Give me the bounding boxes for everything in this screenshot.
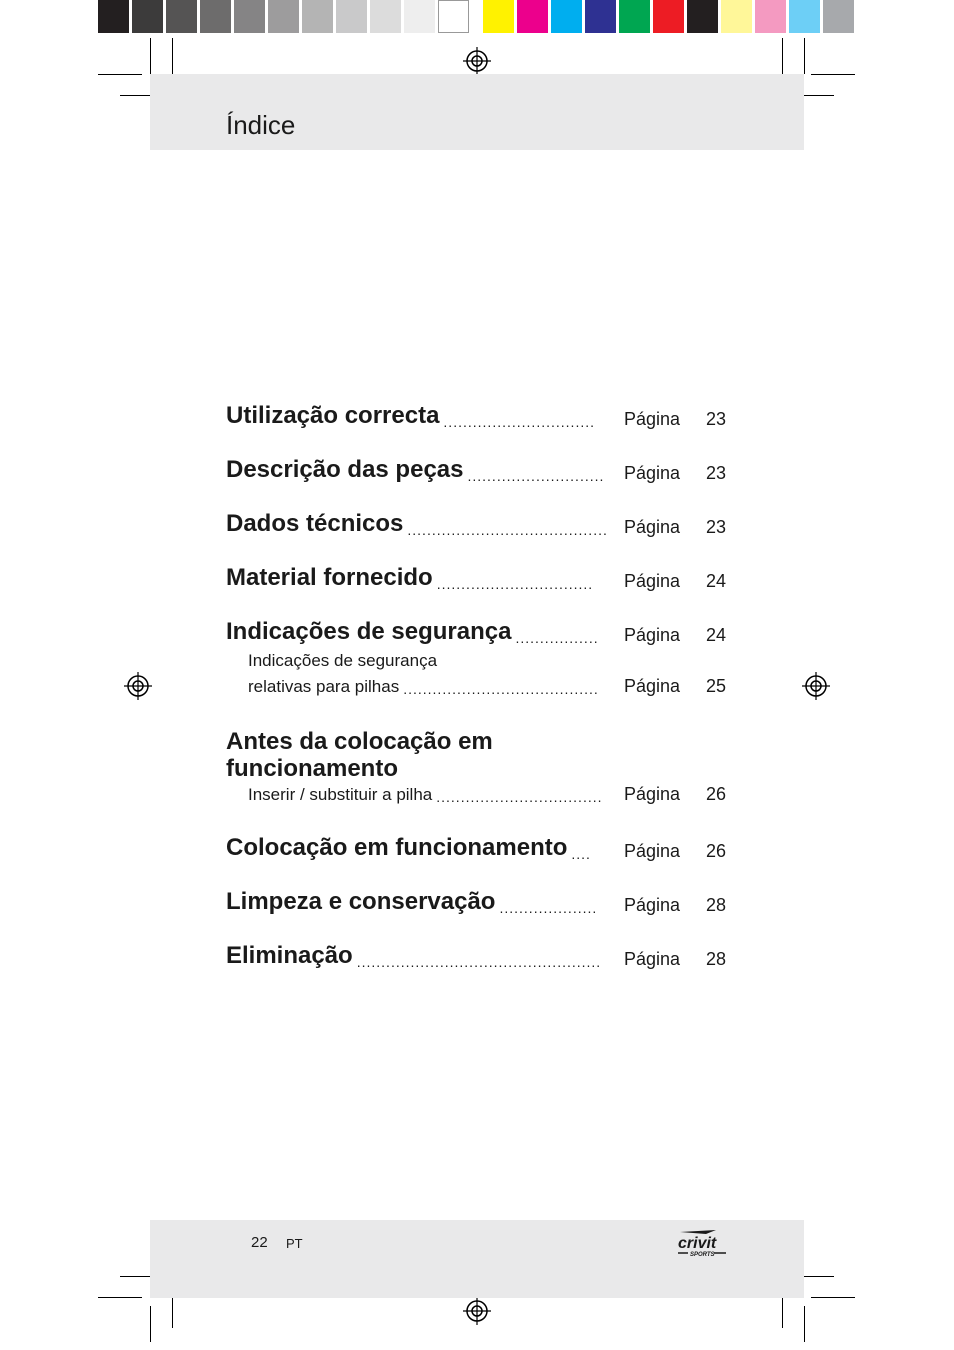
toc-dot-leader: ......................................... xyxy=(407,522,608,538)
color-swatch xyxy=(302,0,333,33)
toc-entry-title-line: Antes da colocação em xyxy=(226,728,493,755)
footer-language: PT xyxy=(286,1236,303,1251)
color-swatch xyxy=(268,0,299,33)
toc-subentry-title: relativas para pilhas xyxy=(248,677,400,696)
color-swatch xyxy=(687,0,718,33)
process-color-bar xyxy=(483,0,857,36)
color-swatch xyxy=(653,0,684,33)
toc-entry[interactable] xyxy=(226,402,726,430)
color-swatch xyxy=(483,0,514,33)
toc-dot-leader: .... xyxy=(571,846,591,862)
toc-page-number: 28 xyxy=(705,949,726,969)
registration-mark-icon xyxy=(124,672,152,700)
color-swatch xyxy=(370,0,401,33)
toc-entry[interactable] xyxy=(226,618,726,646)
toc-entry-title: Limpeza e conservação xyxy=(226,888,496,915)
color-swatch xyxy=(517,0,548,33)
crop-mark xyxy=(150,38,151,74)
toc-entry-title: Indicações de segurança xyxy=(226,618,512,645)
color-swatch xyxy=(166,0,197,33)
toc-page-number: 24 xyxy=(705,571,726,591)
toc-page-number: 26 xyxy=(705,841,726,861)
page-title: Índice xyxy=(226,110,296,140)
toc-entry[interactable] xyxy=(226,834,726,862)
crop-mark xyxy=(811,1297,855,1298)
color-swatch xyxy=(823,0,854,33)
toc-page-label: Página xyxy=(624,463,681,483)
toc-page-label: Página xyxy=(624,409,681,429)
toc-page-number: 23 xyxy=(705,409,726,429)
toc-subentry[interactable] xyxy=(226,676,726,697)
crop-mark xyxy=(804,1306,805,1342)
toc-page-number: 25 xyxy=(705,676,726,696)
toc-entry[interactable] xyxy=(226,888,726,916)
toc-entry-title: Dados técnicos xyxy=(226,510,404,537)
toc-page-label: Página xyxy=(624,676,681,696)
toc-page-label: Página xyxy=(624,895,681,915)
toc-entry-title: Descrição das peças xyxy=(226,456,464,483)
color-swatch xyxy=(132,0,163,33)
crop-mark xyxy=(804,38,805,74)
crop-mark xyxy=(98,74,142,75)
toc-subentry[interactable] xyxy=(226,784,726,805)
toc-subentry-line: Indicações de segurança xyxy=(248,651,438,670)
color-swatch xyxy=(619,0,650,33)
logo-text: crivit xyxy=(678,1235,717,1252)
toc-page-label: Página xyxy=(624,784,681,804)
toc-page-label: Página xyxy=(624,949,681,969)
color-swatch xyxy=(551,0,582,33)
toc-entry[interactable] xyxy=(226,510,726,538)
toc-entry[interactable] xyxy=(226,456,726,484)
color-swatch xyxy=(234,0,265,33)
color-swatch xyxy=(585,0,616,33)
toc-entry-title: Material fornecido xyxy=(226,564,433,591)
toc-dot-leader: .................................................. xyxy=(356,954,602,970)
toc-entry[interactable] xyxy=(226,564,726,592)
toc-page-number: 26 xyxy=(705,784,726,804)
toc-page-number: 24 xyxy=(705,625,726,645)
toc-subentry-title: Inserir / substituir a pilha xyxy=(248,785,433,804)
color-swatch xyxy=(98,0,129,33)
toc-entry-title-line: funcionamento xyxy=(226,755,398,782)
crop-mark xyxy=(98,1297,142,1298)
crivit-sports-logo xyxy=(676,1228,730,1260)
toc-dot-leader: ................................ xyxy=(436,576,594,592)
toc-entry-title: Colocação em funcionamento xyxy=(226,834,568,861)
toc-entry-title: Eliminação xyxy=(226,942,353,969)
toc-page-number: 23 xyxy=(705,463,726,483)
crop-mark xyxy=(782,38,783,74)
crop-mark xyxy=(150,1306,151,1342)
toc-page-label: Página xyxy=(624,841,681,861)
toc-page-label: Página xyxy=(624,517,681,537)
toc-entry-title: Utilização correcta xyxy=(226,402,440,429)
color-swatch xyxy=(200,0,231,33)
color-swatch xyxy=(789,0,820,33)
toc-page-label: Página xyxy=(624,625,681,645)
toc-page-number: 28 xyxy=(705,895,726,915)
toc-dot-leader: ............................... xyxy=(443,414,596,430)
toc-entry[interactable] xyxy=(226,942,726,970)
color-swatch xyxy=(404,0,435,33)
registration-mark-icon xyxy=(802,672,830,700)
toc-page-label: Página xyxy=(624,571,681,591)
logo-subtext: SPORTS xyxy=(690,1252,715,1258)
color-swatch xyxy=(755,0,786,33)
toc-dot-leader: ............................ xyxy=(467,468,605,484)
crop-mark xyxy=(172,38,173,74)
toc-page-number: 23 xyxy=(705,517,726,537)
crop-mark xyxy=(811,74,855,75)
registration-mark-icon xyxy=(463,1297,491,1325)
registration-mark-icon xyxy=(463,47,491,75)
toc-dot-leader: ................. xyxy=(515,630,599,646)
toc-dot-leader: .................... xyxy=(499,900,598,916)
footer-page-number: 22 xyxy=(251,1234,268,1251)
color-swatch xyxy=(438,0,469,33)
gray-scale-bar xyxy=(98,0,472,36)
toc-dot-leader: .................................. xyxy=(436,789,603,805)
toc-dot-leader: ........................................ xyxy=(403,681,599,697)
color-swatch xyxy=(721,0,752,33)
color-swatch xyxy=(336,0,367,33)
toc-entry-multiline[interactable] xyxy=(226,728,586,782)
